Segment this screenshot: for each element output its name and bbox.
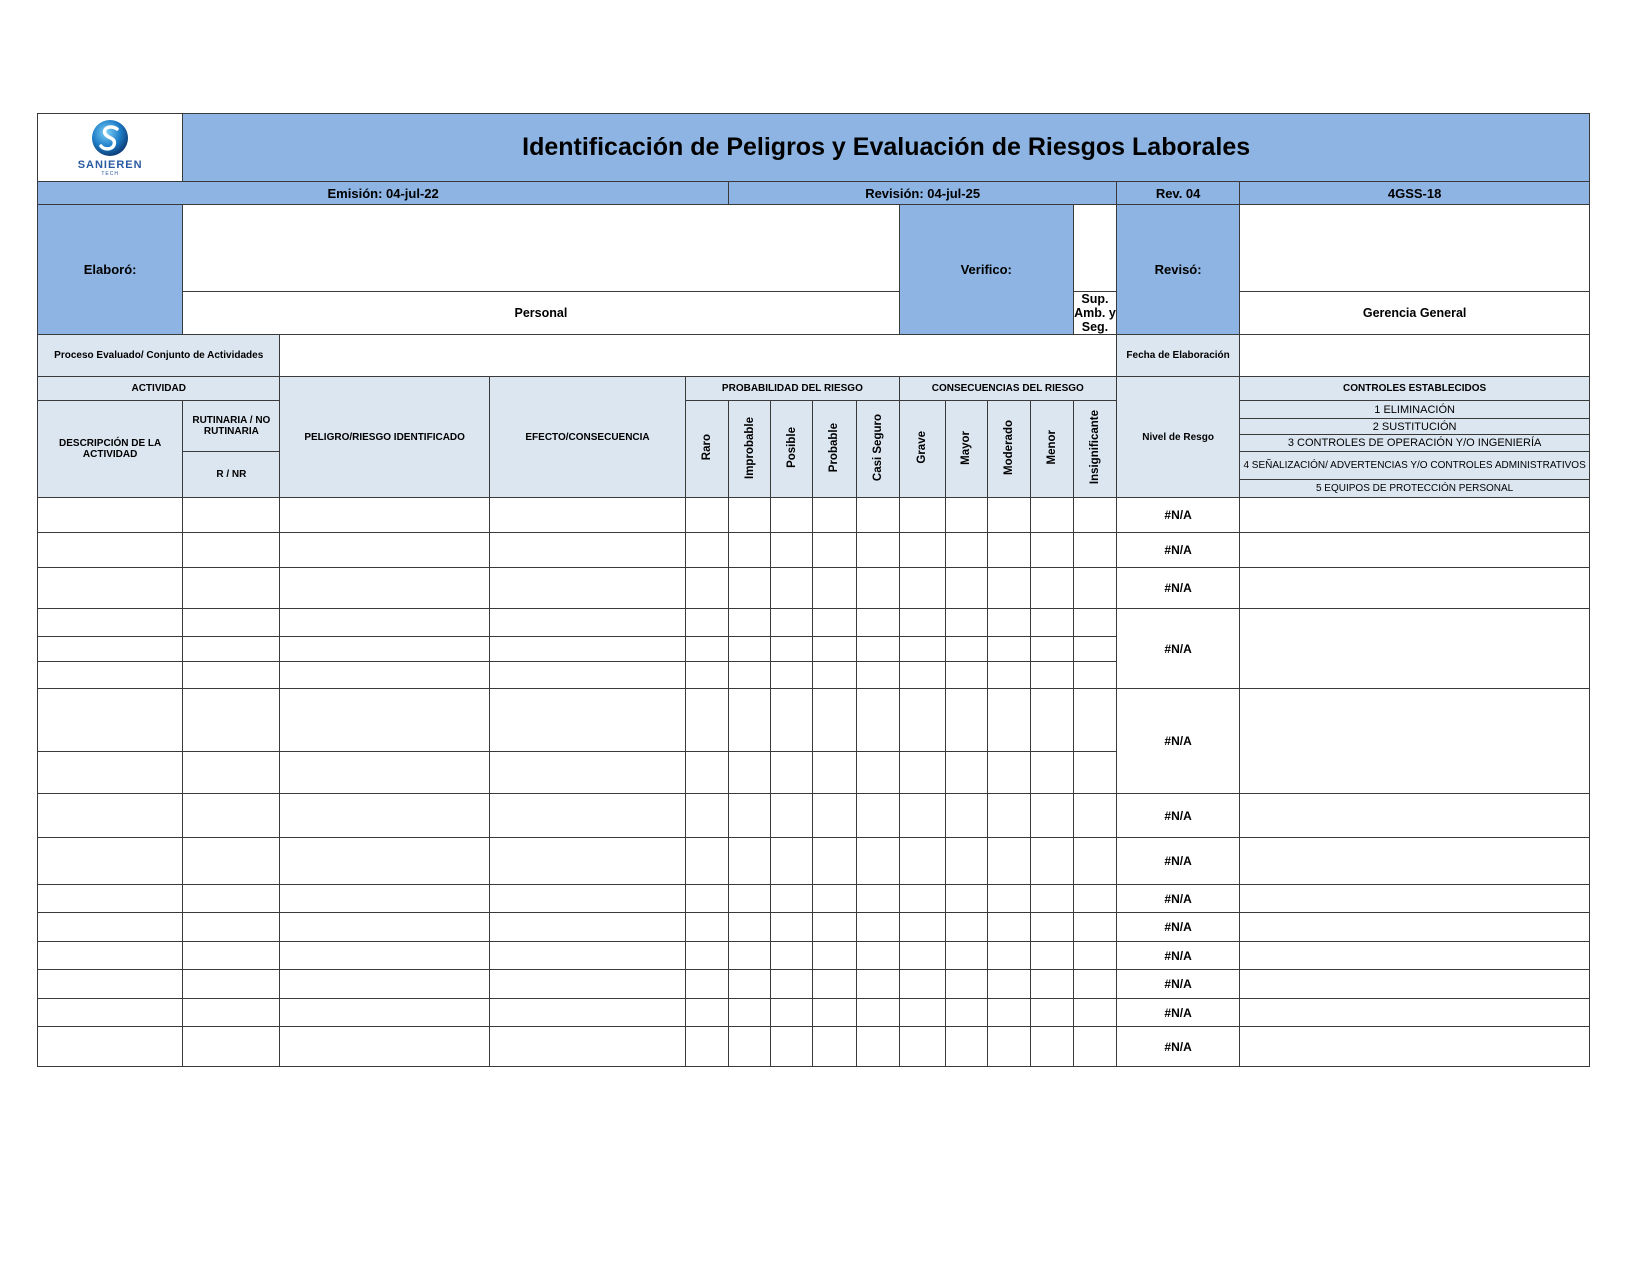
table-row (38, 794, 1590, 838)
table-row (38, 533, 1590, 568)
control-item: 4 SEÑALIZACIÓN/ ADVERTENCIAS Y/O CONTROLES ADMINISTRATIVOS (1240, 452, 1590, 480)
page-title: Identificación de Peligros y Evaluación de Riesgos Laborales (183, 114, 1590, 182)
control-item: 1 ELIMINACIÓN (1240, 401, 1590, 419)
risk-level: #N/A (1116, 970, 1239, 999)
table-row (38, 913, 1590, 942)
reviso-label: Revisó: (1116, 205, 1239, 335)
verifico-signature-field[interactable] (1073, 205, 1116, 292)
controls-cell[interactable] (1240, 609, 1590, 689)
risk-level: #N/A (1116, 913, 1239, 942)
risk-level: #N/A (1116, 498, 1239, 533)
table-row (38, 609, 1590, 637)
cons-grave-header: Grave (899, 401, 945, 498)
rnr-header: R / NR (183, 452, 280, 498)
table-row (38, 838, 1590, 885)
sanieren-logo-icon (90, 118, 130, 158)
table-row (38, 942, 1590, 970)
process-input[interactable] (280, 335, 1117, 377)
prob-raro-header: Raro (686, 401, 729, 498)
controls-cell[interactable] (1240, 913, 1590, 942)
table-row (38, 568, 1590, 609)
cons-insignificante-header: Insignificante (1073, 401, 1116, 498)
actividad-header: ACTIVIDAD (38, 377, 280, 401)
risk-level: #N/A (1116, 838, 1239, 885)
risk-level: #N/A (1116, 533, 1239, 568)
reviso-role: Gerencia General (1240, 292, 1590, 335)
risk-level: #N/A (1116, 1027, 1239, 1067)
peligro-header: PELIGRO/RIESGO IDENTIFICADO (280, 377, 489, 498)
verifico-role: Sup. Amb. y Seg. (1074, 292, 1116, 334)
risk-table (37, 113, 1590, 1067)
controls-cell[interactable] (1240, 1027, 1590, 1067)
controls-cell[interactable] (1240, 999, 1590, 1027)
controls-cell[interactable] (1240, 498, 1590, 533)
risk-level: #N/A (1116, 568, 1239, 609)
descripcion-header: DESCRIPCIÓN DE LA ACTIVIDAD (38, 401, 183, 498)
risk-level: #N/A (1116, 689, 1239, 794)
risk-level: #N/A (1116, 794, 1239, 838)
probabilidad-header: PROBABILIDAD DEL RIESGO (686, 377, 899, 401)
rutinaria-header: RUTINARIA / NO RUTINARIA (183, 401, 280, 452)
fecha-label: Fecha de Elaboración (1116, 335, 1239, 377)
risk-form (37, 113, 1590, 1067)
control-item: 2 SUSTITUCIÓN (1240, 419, 1590, 435)
rev-number: Rev. 04 (1116, 182, 1239, 205)
cons-moderado-header: Moderado (987, 401, 1030, 498)
controls-cell[interactable] (1240, 885, 1590, 913)
verifico-label: Verifico: (899, 205, 1073, 335)
elaboro-signature-field[interactable] (183, 205, 899, 292)
prob-posible-header: Posible (771, 401, 813, 498)
logo-subtext: TECH (101, 171, 119, 177)
controls-cell[interactable] (1240, 970, 1590, 999)
controls-cell[interactable] (1240, 533, 1590, 568)
elaboro-label: Elaboró: (38, 205, 183, 335)
logo (38, 114, 183, 182)
prob-improbable-header: Improbable (729, 401, 771, 498)
table-row (38, 498, 1590, 533)
cons-mayor-header: Mayor (945, 401, 987, 498)
risk-level: #N/A (1116, 609, 1239, 689)
control-item: 3 CONTROLES DE OPERACIÓN Y/O INGENIERÍA (1240, 435, 1590, 452)
table-row (38, 1027, 1590, 1067)
controls-cell[interactable] (1240, 838, 1590, 885)
control-item: 5 EQUIPOS DE PROTECCIÓN PERSONAL (1240, 480, 1590, 498)
risk-level: #N/A (1116, 999, 1239, 1027)
revision-date: Revisión: 04-jul-25 (729, 182, 1117, 205)
efecto-header: EFECTO/CONSECUENCIA (489, 377, 685, 498)
elaboro-role: Personal (183, 292, 899, 335)
table-row (38, 885, 1590, 913)
table-row (38, 689, 1590, 752)
risk-level: #N/A (1116, 885, 1239, 913)
reviso-signature-field[interactable] (1240, 205, 1590, 292)
process-label: Proceso Evaluado/ Conjunto de Actividades (38, 335, 280, 377)
consecuencias-header: CONSECUENCIAS DEL RIESGO (899, 377, 1116, 401)
risk-level: #N/A (1116, 942, 1239, 970)
doc-code: 4GSS-18 (1240, 182, 1590, 205)
controls-cell[interactable] (1240, 794, 1590, 838)
prob-probable-header: Probable (813, 401, 856, 498)
prob-casi-seguro-header: Casi Seguro (856, 401, 899, 498)
controls-cell[interactable] (1240, 942, 1590, 970)
logo-text: SANIEREN (77, 159, 143, 171)
table-row (38, 970, 1590, 999)
nivel-header: Nivel de Resgo (1116, 377, 1239, 498)
controles-header: CONTROLES ESTABLECIDOS (1240, 377, 1590, 401)
table-row (38, 999, 1590, 1027)
controls-cell[interactable] (1240, 568, 1590, 609)
cons-menor-header: Menor (1030, 401, 1073, 498)
controls-cell[interactable] (1240, 689, 1590, 794)
fecha-input[interactable] (1240, 335, 1590, 377)
emision-date: Emisión: 04-jul-22 (38, 182, 729, 205)
